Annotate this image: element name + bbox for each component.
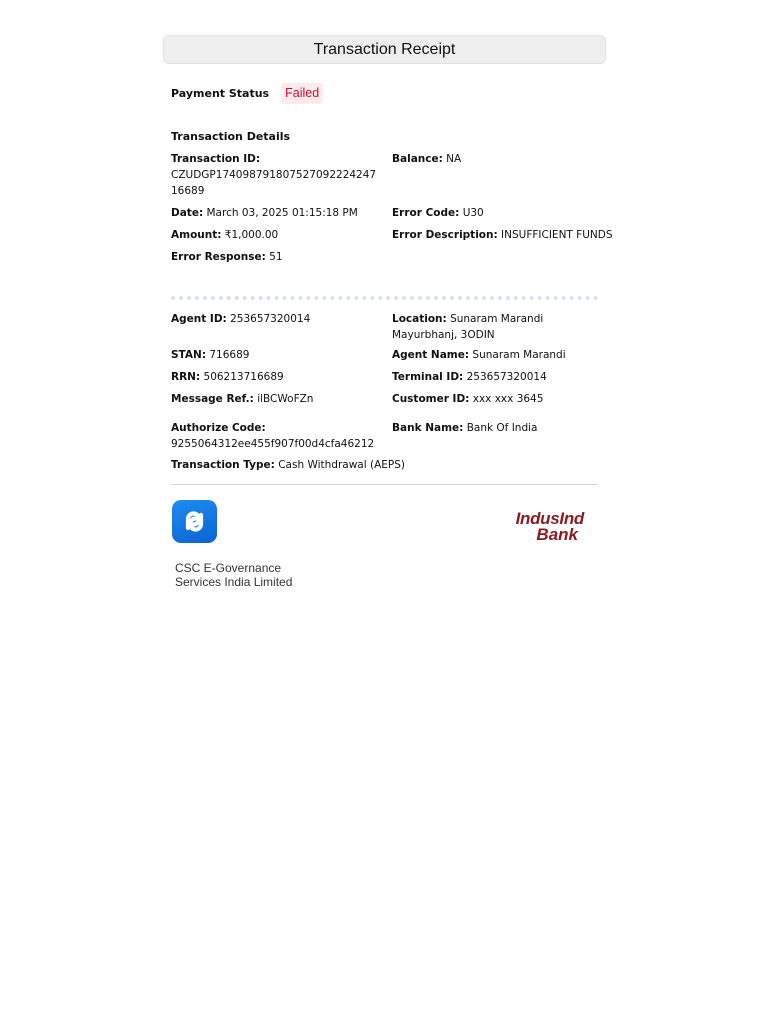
error-description-value: INSUFFICIENT FUNDS bbox=[501, 229, 613, 241]
payment-status-label: Payment Status bbox=[171, 87, 270, 100]
stan-value: 716689 bbox=[209, 349, 250, 361]
receipt-title bbox=[163, 35, 606, 64]
agent-name-field bbox=[392, 347, 566, 363]
error-code-label: Error Code: bbox=[392, 207, 460, 219]
transaction-type-label: Transaction Type: bbox=[171, 459, 275, 471]
bank-name-field bbox=[392, 420, 537, 436]
amount-label: Amount: bbox=[171, 229, 222, 241]
error-description-field bbox=[392, 227, 613, 243]
error-response-label: Error Response: bbox=[171, 251, 266, 263]
footer-divider bbox=[171, 484, 598, 485]
csc-link-logo-icon bbox=[172, 500, 217, 543]
amount-value: ₹1,000.00 bbox=[224, 229, 279, 241]
agent-id-value: 253657320014 bbox=[230, 313, 311, 325]
balance-label: Balance: bbox=[392, 153, 443, 165]
rrn-label: RRN: bbox=[171, 371, 201, 383]
error-description-label: Error Description: bbox=[392, 229, 498, 241]
customer-id-label: Customer ID: bbox=[392, 393, 470, 405]
terminal-id-field bbox=[392, 369, 547, 385]
location-field bbox=[392, 311, 602, 343]
rrn-field bbox=[171, 369, 284, 385]
agent-name-label: Agent Name: bbox=[392, 349, 470, 361]
location-value: Sunaram Marandi Mayurbhanj, 3ODIN bbox=[392, 313, 544, 341]
error-response-field bbox=[171, 249, 283, 265]
balance-value: NA bbox=[446, 153, 462, 165]
message-ref-field bbox=[171, 391, 313, 407]
authorize-code-field bbox=[171, 420, 383, 452]
transaction-details-heading: Transaction Details bbox=[171, 130, 291, 143]
status-badge: Failed bbox=[281, 83, 323, 104]
stan-label: STAN: bbox=[171, 349, 207, 361]
agent-name-value: Sunaram Marandi bbox=[472, 349, 566, 361]
message-ref-value: ilBCWoFZn bbox=[257, 393, 314, 405]
bank-name-label: Bank Name: bbox=[392, 422, 464, 434]
transaction-id-value: CZUDGP174098791807527092224247 16689 bbox=[171, 169, 377, 197]
agent-id-label: Agent ID: bbox=[171, 313, 227, 325]
stan-field bbox=[171, 347, 249, 363]
date-field bbox=[171, 205, 358, 221]
company-name-line2: Services India Limited bbox=[175, 575, 293, 589]
dotted-divider bbox=[171, 296, 598, 300]
date-value: March 03, 2025 01:15:18 PM bbox=[206, 207, 358, 219]
error-code-field bbox=[392, 205, 484, 221]
company-name-line1: CSC E-Governance bbox=[175, 561, 282, 575]
customer-id-value: xxx xxx 3645 bbox=[472, 393, 544, 405]
payment-status-row bbox=[171, 83, 323, 104]
terminal-id-label: Terminal ID: bbox=[392, 371, 464, 383]
date-label: Date: bbox=[171, 207, 204, 219]
company-name bbox=[175, 561, 315, 589]
transaction-type-field bbox=[171, 457, 405, 473]
bank-logo-line2: Bank bbox=[536, 525, 578, 544]
error-code-value: U30 bbox=[462, 207, 484, 219]
message-ref-label: Message Ref.: bbox=[171, 393, 254, 405]
transaction-id-label: Transaction ID: bbox=[171, 153, 261, 165]
agent-id-field bbox=[171, 311, 310, 327]
receipt-title-text: Transaction Receipt bbox=[313, 40, 456, 58]
rrn-value: 506213716689 bbox=[203, 371, 284, 383]
location-label: Location: bbox=[392, 313, 447, 325]
authorize-code-label: Authorize Code: bbox=[171, 422, 266, 434]
bank-logo-line1: IndusInd bbox=[515, 509, 584, 528]
transaction-id-field bbox=[171, 151, 383, 199]
customer-id-field bbox=[392, 391, 543, 407]
transaction-type-value: Cash Withdrawal (AEPS) bbox=[278, 459, 405, 471]
balance-field bbox=[392, 151, 461, 167]
indusind-bank-logo bbox=[500, 511, 584, 543]
authorize-code-value: 9255064312ee455f907f00d4cfa46212 bbox=[171, 438, 375, 450]
amount-field bbox=[171, 227, 278, 243]
bank-name-value: Bank Of India bbox=[466, 422, 538, 434]
error-response-value: 51 bbox=[269, 251, 283, 263]
terminal-id-value: 253657320014 bbox=[466, 371, 547, 383]
